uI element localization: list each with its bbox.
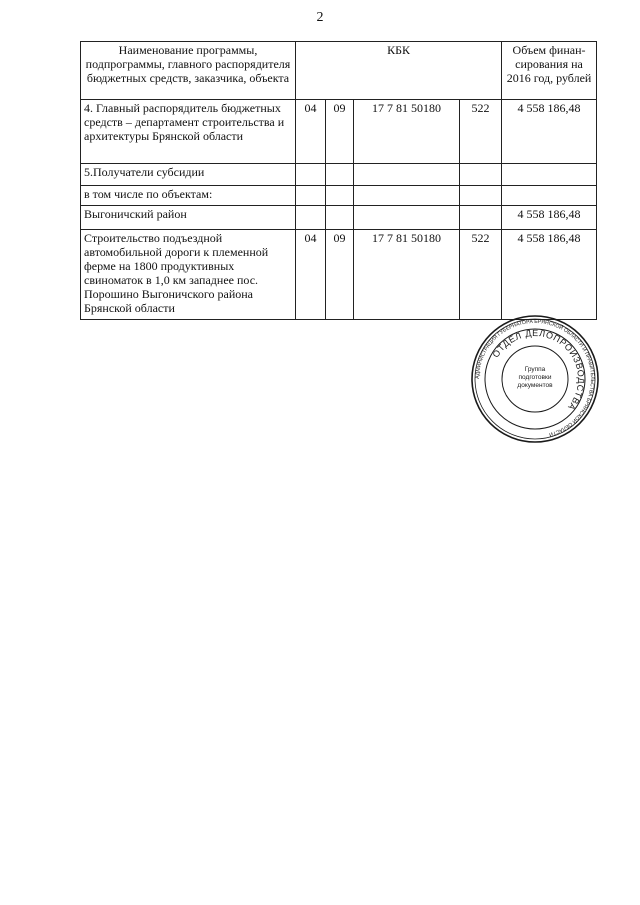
header-kbk: КБК xyxy=(296,42,502,100)
stamp-center-line: Группа xyxy=(524,366,546,373)
row-name: в том числе по объектам: xyxy=(81,186,296,206)
header-name: Наименование программы, подпрограммы, главного распорядителя бюджетных средств, заказчика, объекта xyxy=(81,42,296,100)
row-amount xyxy=(502,164,597,186)
stamp-center-line: документов xyxy=(517,382,553,389)
row-amount xyxy=(502,186,597,206)
row-amount: 4 558 186,48 xyxy=(502,100,597,164)
kbk-section xyxy=(296,186,326,206)
table-row xyxy=(81,206,597,230)
page-number: 2 xyxy=(316,10,324,25)
kbk-expense-type xyxy=(460,164,502,186)
kbk-expense-type xyxy=(460,206,502,230)
row-name: 4. Главный распорядитель бюджетных средств – департамент строительства и архитектуры Брянской области xyxy=(81,100,296,164)
kbk-target xyxy=(354,206,460,230)
table-header-row xyxy=(81,42,597,100)
table-row xyxy=(81,186,597,206)
kbk-subsection: 09 xyxy=(326,230,354,320)
row-name: Строительство подъездной автомобильной дороги к племенной ферме на 1800 продуктивных свиноматок в 1,0 км западнее пос. Порошино Выгоничского района Брянской области xyxy=(81,230,296,320)
kbk-target xyxy=(354,164,460,186)
table-row xyxy=(81,164,597,186)
kbk-section: 04 xyxy=(296,230,326,320)
kbk-subsection xyxy=(326,206,354,230)
row-amount: 4 558 186,48 xyxy=(502,206,597,230)
kbk-target xyxy=(354,186,460,206)
table-row xyxy=(81,230,597,320)
stamp-center-text xyxy=(517,366,553,389)
header-amount: Объем финан-сирования на 2016 год, рублей xyxy=(502,42,597,100)
row-amount: 4 558 186,48 xyxy=(502,230,597,320)
kbk-subsection: 09 xyxy=(326,100,354,164)
kbk-target: 17 7 81 50180 xyxy=(354,100,460,164)
kbk-section: 04 xyxy=(296,100,326,164)
kbk-expense-type: 522 xyxy=(460,100,502,164)
kbk-section xyxy=(296,164,326,186)
office-stamp xyxy=(470,314,600,444)
kbk-subsection xyxy=(326,164,354,186)
table-row xyxy=(81,100,597,164)
stamp-middle-text: ОТДЕЛ ДЕЛОПРОИЗВОДСТВА xyxy=(490,327,587,413)
stamp-center-line: подготовки xyxy=(518,374,552,381)
kbk-expense-type: 522 xyxy=(460,230,502,320)
kbk-subsection xyxy=(326,186,354,206)
financing-table xyxy=(80,41,597,320)
stamp-outer-text: АДМИНИСТРАЦИЯ ГУБЕРНАТОРА БРЯНСКОЙ ОБЛАСТИ И ПРАВИТЕЛЬСТВА БРЯНСКОЙ ОБЛАСТИ xyxy=(474,318,596,438)
row-name: 5.Получатели субсидии xyxy=(81,164,296,186)
kbk-section xyxy=(296,206,326,230)
kbk-expense-type xyxy=(460,186,502,206)
kbk-target: 17 7 81 50180 xyxy=(354,230,460,320)
row-name: Выгоничский район xyxy=(81,206,296,230)
